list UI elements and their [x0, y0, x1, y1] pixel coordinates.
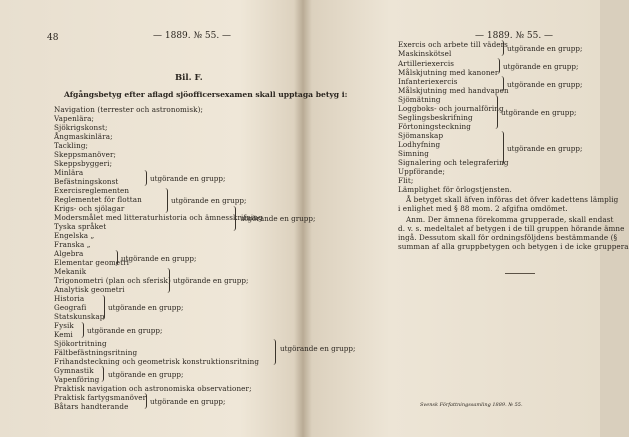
group-brace [80, 322, 84, 338]
list-item: Infanteriexercis [398, 77, 458, 86]
group-brace [500, 76, 504, 92]
right-header: — 1889. № 55. — [475, 31, 554, 41]
list-item: Praktisk fartygsmanöver [54, 393, 147, 402]
list-item: Algebra [54, 249, 84, 258]
list-item: Sjökrigskonst; [54, 123, 108, 132]
group-label: utgörande en grupp; [171, 196, 247, 205]
list-item: Fältbefästningsritning [54, 348, 138, 357]
group-brace [500, 131, 504, 165]
paragraph-line: d. v. s. medeltalet af betygen i de till gruppen hörande ämne [398, 224, 625, 233]
group-label: utgörande en grupp; [108, 303, 184, 312]
list-item: Exercis och arbete till väders [398, 40, 508, 49]
group-brace [114, 250, 118, 266]
list-item: Statskunskap [54, 312, 105, 321]
list-item: Minlära [54, 168, 84, 177]
group-brace [164, 188, 168, 213]
group-label: utgörande en grupp; [507, 144, 583, 153]
left-page-number: 48 [47, 33, 59, 43]
paragraph-line: ingå. Dessutom skall för ordningsföljdens bestämmande (§ [398, 233, 618, 242]
list-item: Sjömätning [398, 95, 441, 104]
group-label: utgörande en grupp; [507, 44, 583, 53]
list-item: Maskinskötsel [398, 49, 452, 58]
list-item: Franska „ [54, 240, 91, 249]
group-label: utgörande en grupp; [108, 370, 184, 379]
list-item: Sjökortritning [54, 339, 107, 348]
list-item: Modersmålet med litteraturhistoria och ämnesskrifning [54, 213, 263, 222]
group-label: utgörande en grupp; [280, 344, 356, 353]
group-brace [166, 268, 170, 293]
list-item: Flit; [398, 176, 414, 185]
list-item: Exercisreglementen [54, 186, 130, 195]
list-item: Lodhyfning [398, 140, 441, 149]
list-item: Loggboks- och journalföring [398, 104, 504, 113]
appendix-title: Bil. F. [175, 73, 203, 83]
list-item: Simning [398, 149, 429, 158]
list-item: Befästningskonst [54, 177, 119, 186]
group-label: utgörande en grupp; [87, 326, 163, 335]
list-item: Signalering och telegrafering [398, 158, 509, 167]
list-item: Mekanik [54, 267, 87, 276]
list-item: Engelska „ [54, 231, 95, 240]
group-label: utgörande en grupp; [150, 397, 226, 406]
list-item: Seglingsbeskrifning [398, 113, 473, 122]
group-brace [143, 170, 147, 186]
list-item: Målskjutning med handvapen [398, 86, 509, 95]
list-item: Ångmaskinlära; [54, 132, 113, 141]
list-item: Krigs- och sjölagar [54, 204, 125, 213]
group-brace [496, 58, 500, 74]
list-item: Tackling; [54, 141, 89, 150]
group-label: utgörande en grupp; [507, 80, 583, 89]
list-item: Artilleriexercis [398, 59, 455, 68]
list-item: Båtars handterande [54, 402, 129, 411]
list-item: Vapenföring [54, 375, 100, 384]
list-item: Sjömanskap [398, 131, 444, 140]
list-item: Historia [54, 294, 85, 303]
page-footer: Svensk Författningssamling 1889. № 55. [420, 402, 523, 408]
group-brace [500, 40, 504, 56]
appendix-subtitle: Afgångsbetyg efter aflagd sjöofficersexamen skall upptaga betyg i: [64, 90, 348, 99]
list-item: Fysik [54, 321, 74, 330]
list-item: Geografi [54, 303, 87, 312]
group-label: utgörande en grupp; [150, 174, 226, 183]
list-item: Skeppsbyggeri; [54, 159, 113, 168]
group-brace [494, 95, 498, 129]
list-item: Elementar geometri [54, 258, 130, 267]
left-header: — 1889. № 55. — [153, 31, 232, 41]
list-item: Kemi [54, 330, 73, 339]
list-item: Uppförande; [398, 167, 445, 176]
list-item: Navigation (terrester och astronomisk); [54, 105, 204, 114]
list-item: Målskjutning med kanoner [398, 68, 499, 77]
separator-rule [505, 273, 535, 274]
group-label: utgörande en grupp; [503, 62, 579, 71]
list-item: Trigonometri (plan och sferisk) [54, 276, 171, 285]
list-item: Vapenlära; [54, 114, 95, 123]
group-label: utgörande en grupp; [240, 214, 316, 223]
list-item: Frihandsteckning och geometrisk konstruktionsritning [54, 357, 260, 366]
list-item: Praktisk navigation och astronomiska observationer; [54, 384, 252, 393]
list-item: Tyska språket [54, 222, 107, 231]
list-item: Reglementet för flottan [54, 195, 142, 204]
group-brace [272, 339, 276, 365]
list-item: Förtoningsteckning [398, 122, 471, 131]
paragraph-line: i enlighet med § 88 mom. 2 afgifna omdömet. [398, 204, 568, 213]
group-brace [101, 295, 105, 320]
list-item: Lämplighet för örlogstjensten. [398, 185, 512, 194]
list-item: Analytisk geometri [54, 285, 125, 294]
paragraph-line: summan af alla gruppbetygen och betygen i de icke gruppera [398, 242, 629, 251]
group-label: utgörande en grupp; [501, 108, 577, 117]
group-label: utgörande en grupp; [173, 276, 249, 285]
paragraph-line: Å betyget skall äfven införas det öfver kadettens lämplig [406, 195, 619, 204]
list-item: Gymnastik [54, 366, 94, 375]
group-label: utgörande en grupp; [121, 254, 197, 263]
paragraph-line: Anm. Der ämnena förekomma grupperade, skall endast [406, 215, 614, 224]
group-brace [100, 366, 104, 382]
list-item: Skeppsmanöver; [54, 150, 117, 159]
group-brace [232, 206, 236, 231]
group-brace [143, 393, 147, 409]
